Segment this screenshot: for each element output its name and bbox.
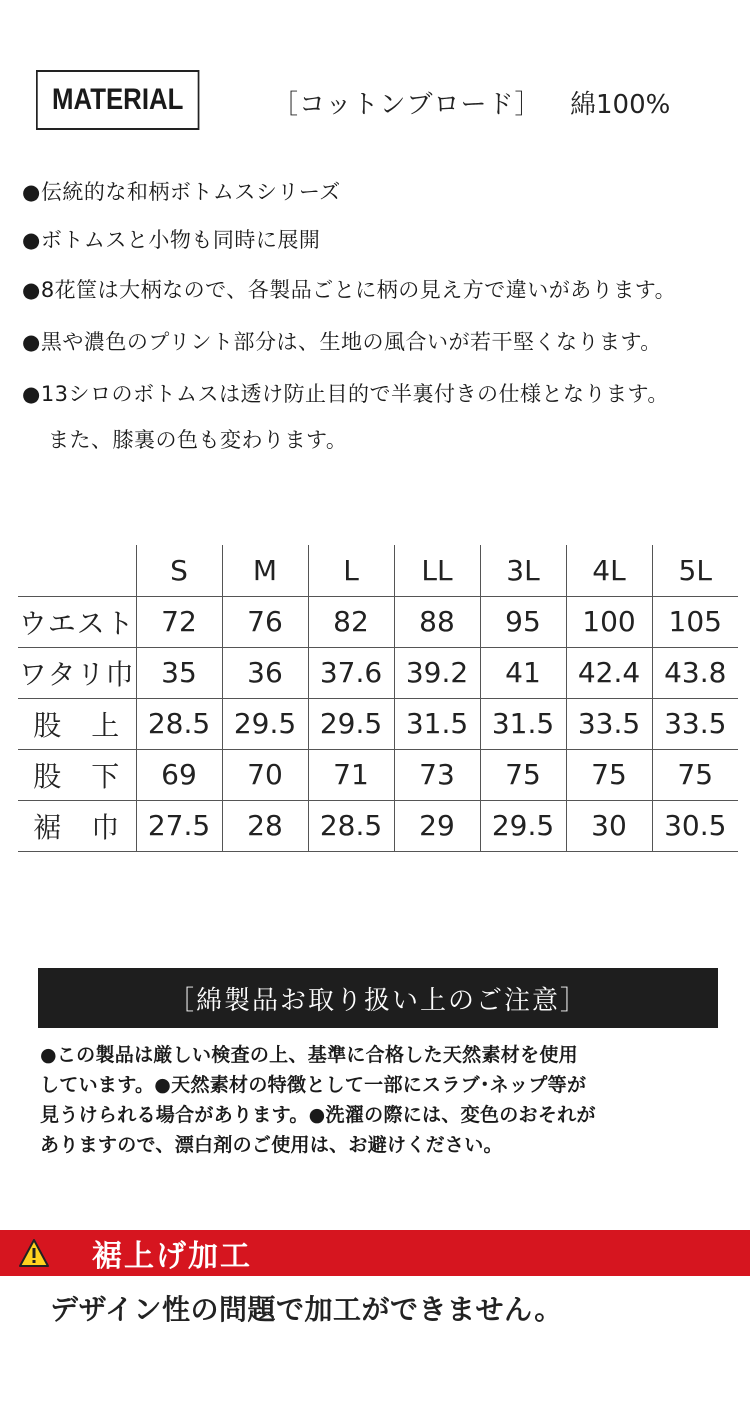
table-cell: 43.8 (652, 647, 738, 698)
table-cell: 105 (652, 596, 738, 647)
table-cell: 33.5 (652, 698, 738, 749)
warning-triangle-icon (18, 1238, 50, 1268)
table-cell: 71 (308, 749, 394, 800)
table-cell: 69 (136, 749, 222, 800)
feature-item: ●8花筐は大柄なので、各製品ごとに柄の見え方で違いがあります。 (22, 278, 677, 302)
material-label-box (36, 70, 199, 130)
table-row (18, 749, 738, 800)
table-cell: 73 (394, 749, 480, 800)
hemming-warning-text: デザイン性の問題で加工ができません。 (50, 1293, 563, 1326)
care-notice-line: ありますので、漂白剤のご使用は、お避けください。 (40, 1134, 503, 1156)
care-notice-body (40, 1040, 730, 1160)
table-cell: 30.5 (652, 800, 738, 851)
size-corner-cell (18, 545, 136, 596)
table-cell: 35 (136, 647, 222, 698)
table-cell: 75 (480, 749, 566, 800)
hemming-warning-bar (0, 1230, 750, 1276)
table-cell: 70 (222, 749, 308, 800)
size-header-row (18, 545, 738, 596)
table-cell: 42.4 (566, 647, 652, 698)
table-cell: 88 (394, 596, 480, 647)
table-cell: 95 (480, 596, 566, 647)
table-cell: 36 (222, 647, 308, 698)
table-cell: 28.5 (136, 698, 222, 749)
care-notice-line: しています。●天然素材の特徴として一部にスラブ･ネップ等が (40, 1074, 587, 1096)
material-label: MATERIAL (52, 83, 184, 116)
table-row (18, 800, 738, 851)
table-row (18, 698, 738, 749)
size-header: 4L (566, 545, 652, 596)
row-label: 股 下 (18, 749, 136, 800)
care-notice-line: ●この製品は厳しい検査の上、基準に合格した天然素材を使用 (40, 1044, 578, 1066)
table-cell: 31.5 (480, 698, 566, 749)
care-notice-line: 見うけられる場合があります。●洗濯の際には、変色のおそれが (40, 1104, 596, 1126)
table-cell: 27.5 (136, 800, 222, 851)
table-cell: 29.5 (222, 698, 308, 749)
table-cell: 100 (566, 596, 652, 647)
feature-item-continuation: また、膝裏の色も変わります。 (48, 428, 348, 452)
care-notice-title: ［綿製品お取り扱い上のご注意］ (38, 968, 718, 1028)
row-label: 裾 巾 (18, 800, 136, 851)
table-cell: 75 (652, 749, 738, 800)
table-cell: 41 (480, 647, 566, 698)
table-cell: 31.5 (394, 698, 480, 749)
table-cell: 30 (566, 800, 652, 851)
size-header: 3L (480, 545, 566, 596)
row-label: ウエスト (18, 596, 136, 647)
size-header: S (136, 545, 222, 596)
feature-item: ●ボトムスと小物も同時に展開 (22, 228, 321, 252)
feature-item: ●伝統的な和柄ボトムスシリーズ (22, 180, 341, 204)
table-cell: 29.5 (308, 698, 394, 749)
size-header: LL (394, 545, 480, 596)
hemming-warning-title: 裾上げ加工 (92, 1239, 252, 1274)
table-cell: 39.2 (394, 647, 480, 698)
size-table (18, 545, 738, 852)
row-label: ワタリ巾 (18, 647, 136, 698)
size-header: M (222, 545, 308, 596)
table-cell: 28.5 (308, 800, 394, 851)
size-header: L (308, 545, 394, 596)
table-cell: 82 (308, 596, 394, 647)
table-cell: 76 (222, 596, 308, 647)
table-cell: 33.5 (566, 698, 652, 749)
table-cell: 29.5 (480, 800, 566, 851)
feature-item: ●13シロのボトムスは透け防止目的で半裏付きの仕様となります。 (22, 382, 669, 406)
table-row (18, 647, 738, 698)
feature-item: ●黒や濃色のプリント部分は、生地の風合いが若干堅くなります。 (22, 330, 662, 354)
table-cell: 75 (566, 749, 652, 800)
table-cell: 29 (394, 800, 480, 851)
table-cell: 72 (136, 596, 222, 647)
table-cell: 28 (222, 800, 308, 851)
row-label: 股 上 (18, 698, 136, 749)
table-cell: 37.6 (308, 647, 394, 698)
fabric-name: ［コットンブロード］ (272, 90, 542, 120)
fabric-composition: 綿100% (570, 90, 671, 120)
size-header: 5L (652, 545, 738, 596)
table-row (18, 596, 738, 647)
